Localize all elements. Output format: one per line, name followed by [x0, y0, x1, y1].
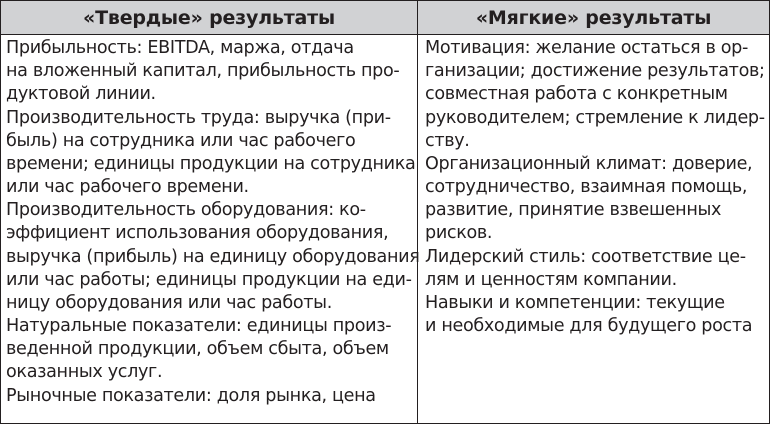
- hard-results-line: ницу оборудования или час работы.: [6, 293, 332, 313]
- soft-results-line: руководителем; стремление к лидер-: [425, 108, 765, 128]
- hard-results-line: эффициент использования оборудования,: [6, 223, 389, 243]
- soft-results-line: Лидерский стиль: соответствие це-: [425, 247, 746, 267]
- soft-results-line: рисков.: [425, 223, 493, 243]
- hard-results-line: Рыночные показатели: доля рынка, цена: [6, 386, 376, 406]
- hard-results-line: Натуральные показатели: единицы произ-: [6, 316, 392, 336]
- hard-results-line: или час работы; единицы продукции на еди-: [6, 270, 412, 290]
- hard-results-line: времени; единицы продукции на сотрудника: [6, 154, 416, 174]
- soft-results-line: сотрудничество, взаимная помощь,: [425, 177, 748, 197]
- soft-results-line: развитие, принятие взвешенных: [425, 200, 722, 220]
- header-hard-results: «Твердые» результаты: [1, 1, 418, 35]
- hard-results-line: дуктовой линии.: [6, 84, 156, 104]
- hard-results-line: Производительность оборудования: ко-: [6, 200, 366, 220]
- soft-results-line: Мотивация: желание остаться в ор-: [425, 38, 748, 58]
- hard-results-line: Производительность труда: выручка (при-: [6, 108, 391, 128]
- hard-results-line: веденной продукции, объем сбыта, объем: [6, 339, 389, 359]
- soft-results-line: Организационный климат: доверие,: [425, 154, 753, 174]
- soft-results-line: ству.: [425, 131, 470, 151]
- soft-results-line: совместная работа с конкретным: [425, 84, 728, 104]
- soft-results-line: лям и ценностям компании.: [425, 270, 677, 290]
- soft-results-line: ганизации; достижение результатов;: [425, 61, 765, 81]
- hard-results-line: оказанных услуг.: [6, 362, 163, 382]
- header-soft-results: «Мягкие» результаты: [418, 1, 769, 35]
- hard-results-line: выручка (прибыль) на единицу оборудования: [6, 247, 420, 267]
- column-divider: [417, 1, 418, 423]
- hard-results-line: или час рабочего времени.: [6, 177, 249, 197]
- soft-results-line: Навыки и компетенции: текущие: [425, 293, 725, 313]
- hard-results-line: быль) на сотрудника или час рабочего: [6, 131, 356, 151]
- soft-results-line: и необходимые для будущего роста: [425, 316, 753, 336]
- hard-results-line: на вложенный капитал, прибыльность про-: [6, 61, 400, 81]
- hard-results-line: Прибыльность: EBITDA, маржа, отдача: [6, 38, 354, 58]
